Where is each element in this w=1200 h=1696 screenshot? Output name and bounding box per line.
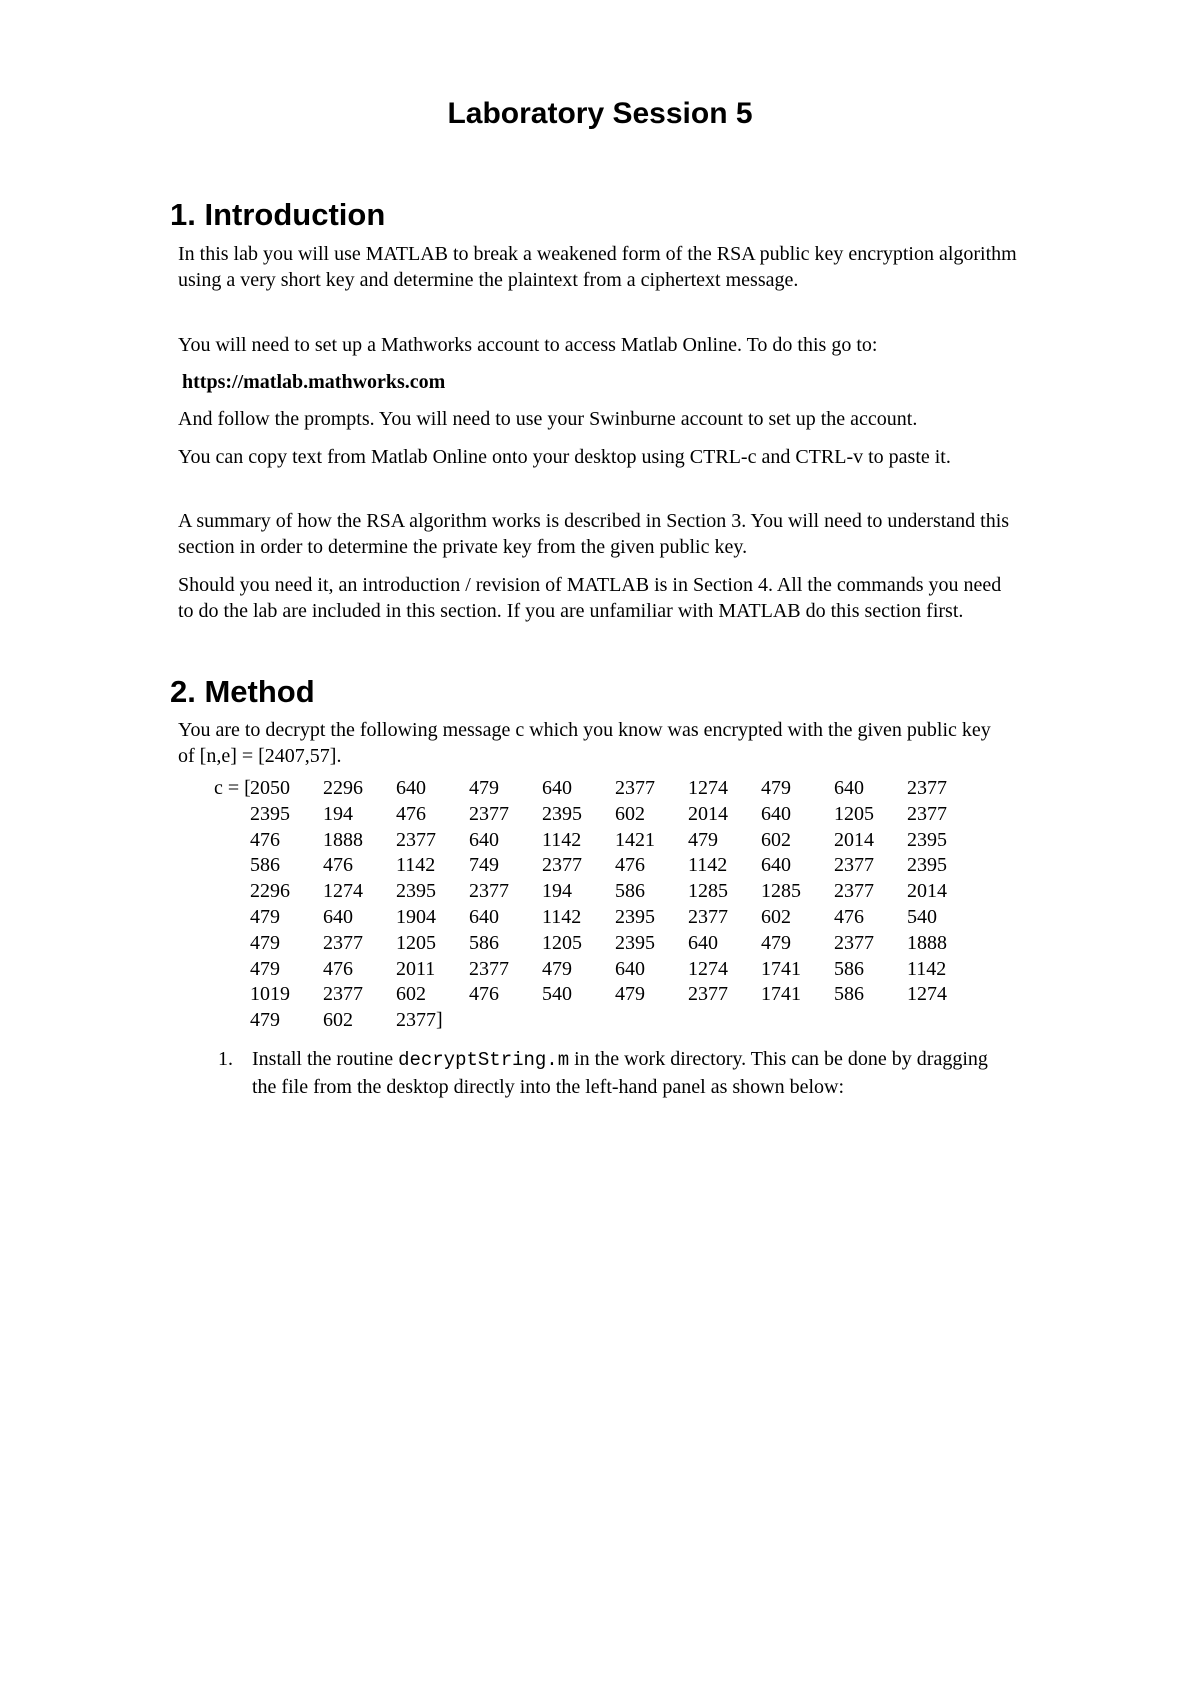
ciphertext-value: 1904: [396, 905, 436, 928]
ciphertext-value: 2377: [396, 828, 436, 851]
ciphertext-value: 2377: [469, 957, 509, 980]
ciphertext-value: 194: [323, 802, 353, 825]
ciphertext-value: 2377: [469, 880, 509, 903]
ciphertext-value: 1142: [542, 828, 582, 851]
ciphertext-value: 476: [323, 854, 353, 877]
section-heading-method: 2. Method: [170, 674, 315, 709]
ciphertext-value: 640: [688, 931, 718, 954]
intro-paragraph-6: Should you need it, an introduction / revision of MATLAB is in Section 4. All the commands you need to do the lab are included in this section. If you are unfamiliar with MATLAB do this section first.: [178, 574, 1002, 622]
ciphertext-value: 1274: [323, 880, 363, 903]
ciphertext-value: 2011: [396, 957, 436, 980]
ciphertext-value: 1888: [907, 931, 947, 954]
ciphertext-value: 640: [834, 777, 864, 799]
section-heading-introduction: 1. Introduction: [170, 197, 386, 232]
ciphertext-value: 2377: [907, 777, 947, 799]
ciphertext-value: 540: [907, 905, 937, 928]
ciphertext-value: 2014: [907, 880, 947, 903]
ciphertext-value: 1205: [396, 931, 436, 954]
ciphertext-value: 1205: [834, 802, 874, 825]
ciphertext-value: 476: [834, 905, 864, 928]
intro-paragraph-2: You will need to set up a Mathworks account to access Matlab Online. To do this go to:: [178, 334, 878, 356]
ciphertext-value: 479: [615, 983, 645, 1006]
ciphertext-value: 479: [542, 957, 572, 980]
ciphertext-value: 2014: [834, 828, 874, 851]
step-code-filename: decryptString.m: [398, 1049, 570, 1071]
ciphertext-value: 602: [396, 983, 426, 1006]
ciphertext-value: 2395: [907, 854, 947, 877]
step-text: in the work directory. This can be done by dragging the file from the desktop directly into the left-hand panel as shown below:: [252, 1048, 988, 1098]
ciphertext-value: 2377]: [396, 1009, 443, 1032]
ciphertext-value: 586: [834, 957, 864, 980]
step-number: 1.: [218, 1048, 233, 1070]
ciphertext-value: 479: [250, 905, 280, 928]
ciphertext-value: 479: [761, 777, 791, 799]
ciphertext-value: 1421: [615, 828, 655, 851]
ciphertext-value: 1142: [542, 905, 582, 928]
ciphertext-value: 2296: [250, 880, 290, 903]
ciphertext-value: 640: [469, 905, 499, 928]
ciphertext-value: 476: [323, 957, 353, 980]
ciphertext-value: 1274: [907, 983, 947, 1006]
ciphertext-value: 602: [761, 905, 791, 928]
intro-paragraph-5: A summary of how the RSA algorithm works is described in Section 3. You will need to understand this section in order to determine the private key from the given public key.: [178, 510, 1010, 558]
ciphertext-value: 476: [469, 983, 499, 1006]
ciphertext-value: 479: [250, 931, 280, 954]
ciphertext-value: 640: [323, 905, 353, 928]
ciphertext-value: 602: [615, 802, 645, 825]
ciphertext-value: 479: [688, 828, 718, 851]
ciphertext-value: 640: [396, 777, 426, 799]
ciphertext-value: 2377: [834, 880, 874, 903]
ciphertext-value: 602: [323, 1009, 353, 1032]
document-title: Laboratory Session 5: [447, 97, 753, 130]
ciphertext-value: 2395: [615, 905, 655, 928]
ciphertext-value: 2377: [688, 905, 728, 928]
ciphertext-value: 1205: [542, 931, 582, 954]
ciphertext-value: 476: [250, 828, 280, 851]
ciphertext-value: 640: [469, 828, 499, 851]
ciphertext-value: 640: [761, 802, 791, 825]
ciphertext-value: 2377: [834, 931, 874, 954]
ciphertext-value: 2395: [907, 828, 947, 851]
ciphertext-value: 602: [761, 828, 791, 851]
ciphertext-value: 476: [396, 802, 426, 825]
ciphertext-value: 640: [615, 957, 645, 980]
ciphertext-value: 2377: [834, 854, 874, 877]
intro-paragraph-4: You can copy text from Matlab Online onto your desktop using CTRL-c and CTRL-v to paste it.: [178, 446, 951, 468]
intro-paragraph-1: In this lab you will use MATLAB to break a weakened form of the RSA public key encryption algorithm using a very short key and determine the plaintext from a ciphertext message.: [178, 243, 1017, 291]
ciphertext-value: 1274: [688, 777, 728, 799]
ciphertext-value: 1019: [250, 983, 290, 1006]
ciphertext-value: 586: [615, 880, 645, 903]
method-step: [214, 1046, 1014, 1101]
ciphertext-value: 586: [250, 854, 280, 877]
ciphertext-value: 479: [250, 957, 280, 980]
ciphertext-value: 2014: [688, 802, 728, 825]
ciphertext-value: 1285: [761, 880, 801, 903]
ciphertext-value: 1285: [688, 880, 728, 903]
ciphertext-value: 1741: [761, 957, 801, 980]
ciphertext-value: 540: [542, 983, 572, 1006]
intro-paragraph-3: And follow the prompts. You will need to use your Swinburne account to set up the account.: [178, 408, 918, 430]
ciphertext-value: 2395: [396, 880, 436, 903]
ciphertext-value: 586: [469, 931, 499, 954]
ciphertext-value: 2377: [323, 983, 363, 1006]
step-text: Install the routine: [252, 1048, 399, 1070]
ciphertext-value: 479: [250, 1009, 280, 1032]
ciphertext-value: 1274: [688, 957, 728, 980]
ciphertext-value: 2377: [542, 854, 582, 877]
ciphertext-value: 640: [761, 854, 791, 877]
method-paragraph-1: You are to decrypt the following message c which you know was encrypted with the given public key of [n,e] = [2407,57].: [178, 719, 991, 767]
ciphertext-value: 2395: [250, 802, 290, 825]
ciphertext-value: 2395: [615, 931, 655, 954]
ciphertext-value: 749: [469, 854, 499, 877]
ciphertext-value: 2395: [542, 802, 582, 825]
ciphertext-value: 2296: [323, 777, 363, 799]
ciphertext-prefix: c = [: [214, 777, 251, 799]
ciphertext-value: 1888: [323, 828, 363, 851]
ciphertext-value: 2377: [688, 983, 728, 1006]
ciphertext-value: 1741: [761, 983, 801, 1006]
ciphertext-value: 2377: [907, 802, 947, 825]
ciphertext-value: 2377: [615, 777, 655, 799]
ciphertext-value: 479: [761, 931, 791, 954]
ciphertext-value: 1142: [396, 854, 436, 877]
ciphertext-value: 2377: [469, 802, 509, 825]
ciphertext-value: 194: [542, 880, 572, 903]
ciphertext-value: 640: [542, 777, 572, 799]
matlab-online-url: https://matlab.mathworks.com: [182, 371, 446, 393]
ciphertext-value: 2377: [323, 931, 363, 954]
ciphertext-value: 586: [834, 983, 864, 1006]
ciphertext-value: 1142: [907, 957, 947, 980]
ciphertext-value: 476: [615, 854, 645, 877]
method-steps-list: [214, 1046, 1014, 1101]
ciphertext-value: 2050: [250, 777, 290, 799]
ciphertext-value: 479: [469, 777, 499, 799]
ciphertext-value: 1142: [688, 854, 728, 877]
